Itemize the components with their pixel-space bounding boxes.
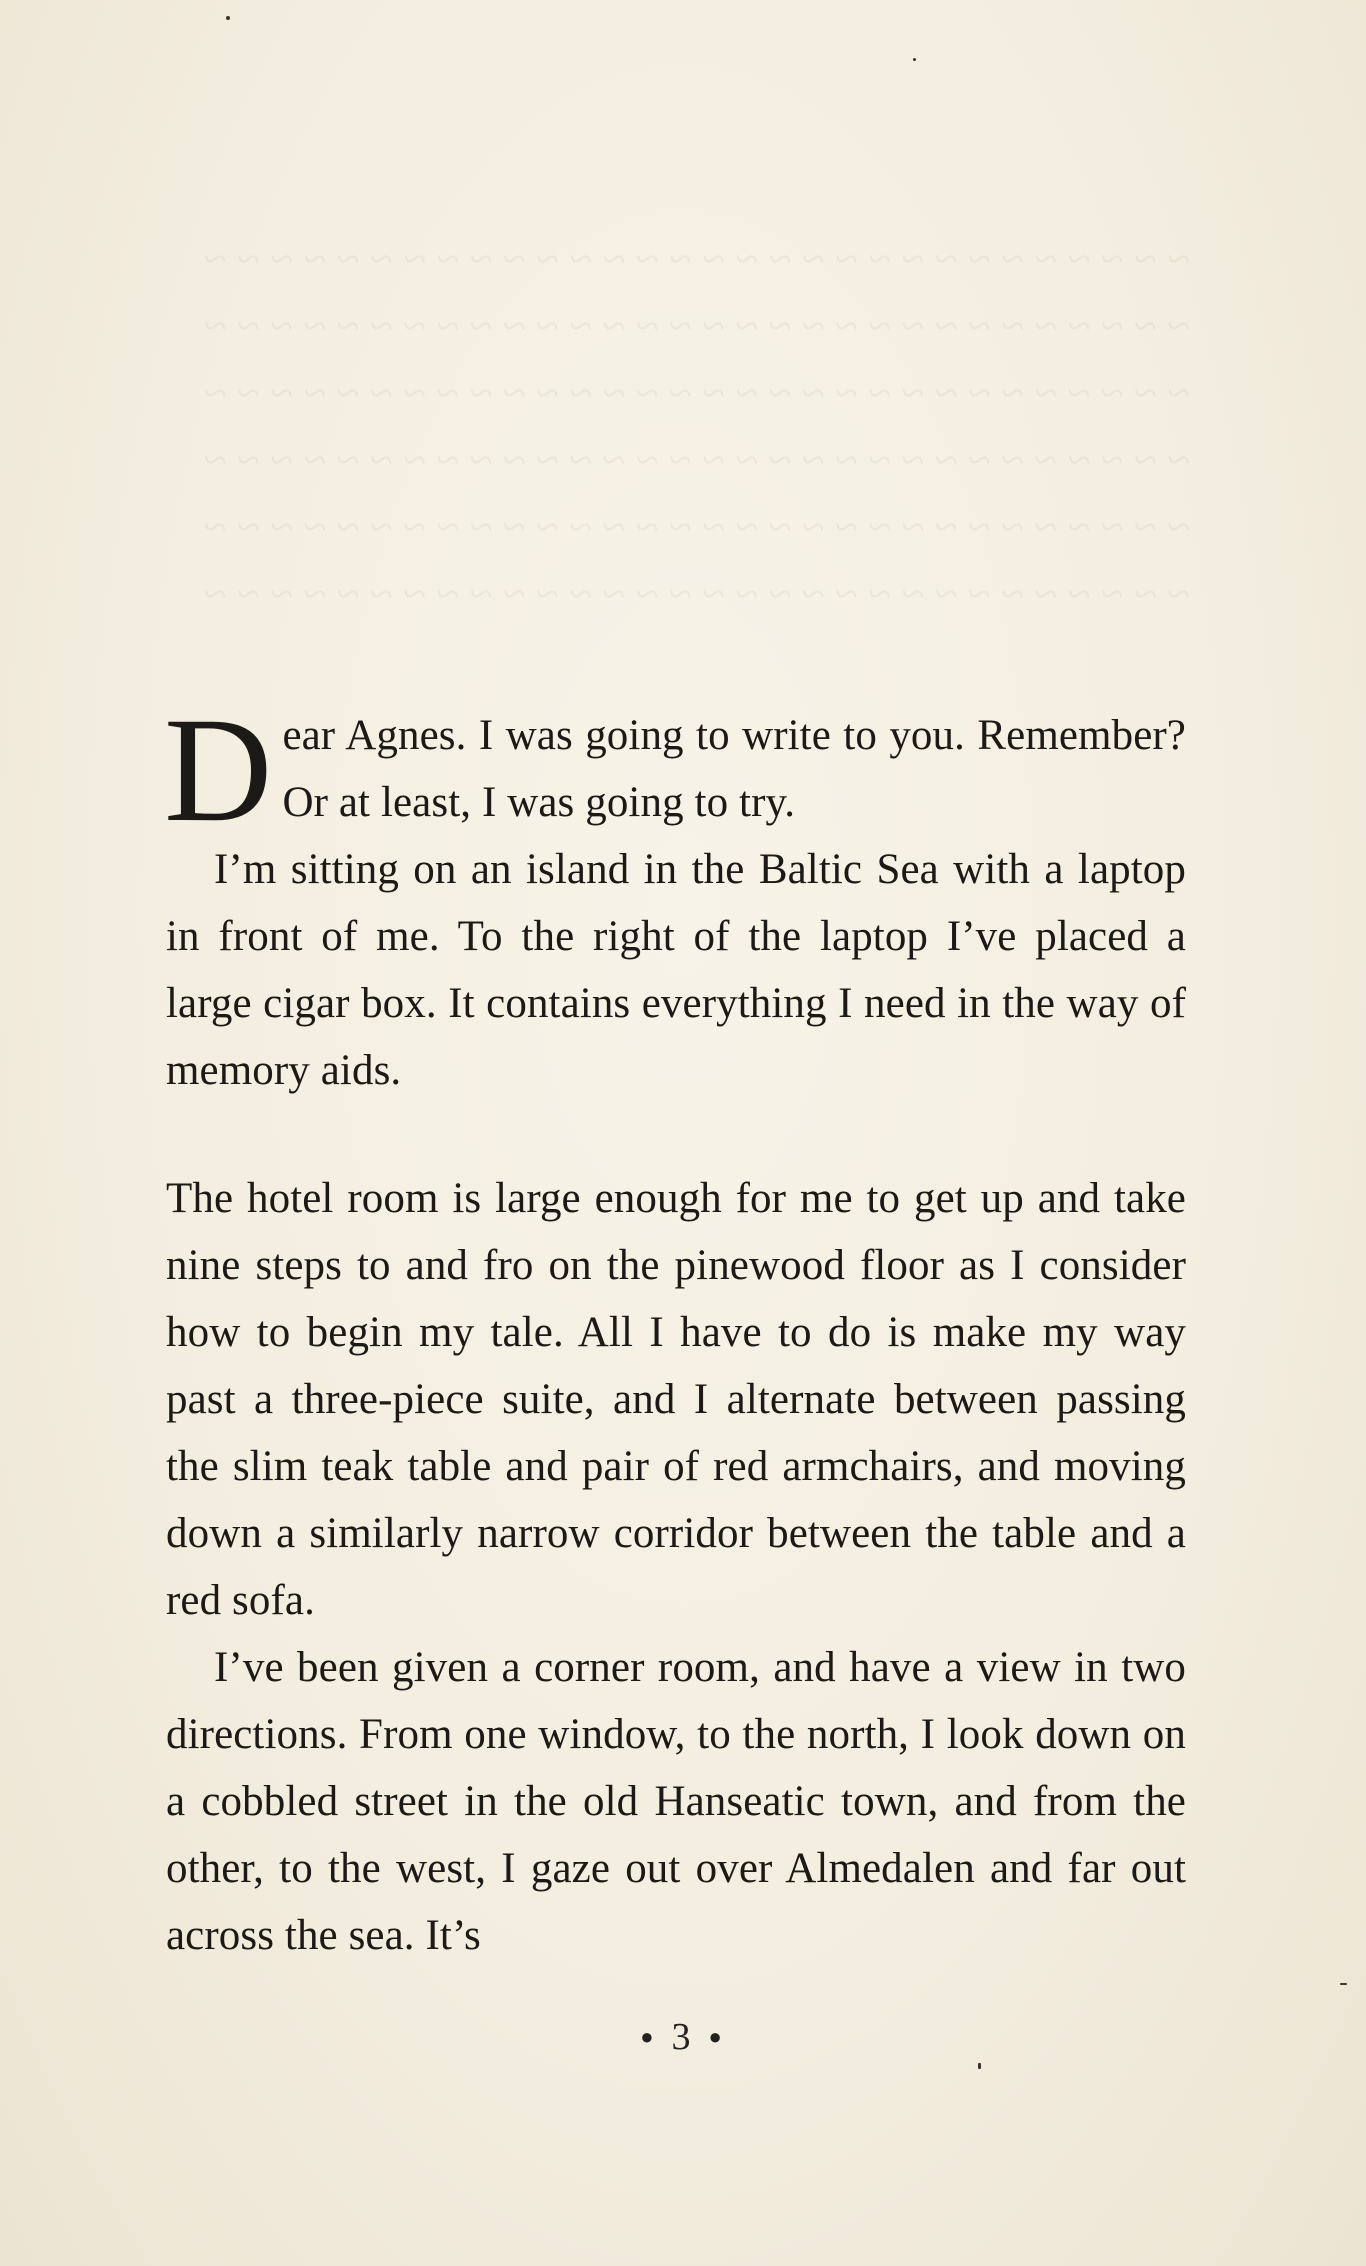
page-folio	[0, 2015, 1366, 2059]
paper-speck	[913, 58, 916, 61]
drop-cap: D	[164, 687, 273, 853]
body-paragraph: I’m sitting on an island in the Baltic Sea with a laptop in front of me. To the right of the laptop I’ve placed a large cigar box. It contains everything I need in the way of memory aids.	[166, 846, 1186, 1094]
opening-section	[164, 687, 1186, 1104]
folio-bullet-right-icon: ●	[708, 2024, 726, 2050]
second-section	[166, 1165, 1186, 1969]
bleed-through-texture: ~ ~ ~ ~ ~ ~ ~ ~ ~ ~ ~ ~ ~ ~ ~ ~ ~ ~ ~ ~ ~ ~ ~ ~ ~ ~ ~ ~ ~ ~ ~ ~ ~ ~ ~ ~ ~ ~ ~ ~ ~ ~ ~ ~ ~ ~ ~ ~ ~ ~ ~ ~ ~ ~ ~ ~ ~ ~ ~ ~ ~ ~ ~ ~ ~ ~ ~ ~ ~ ~ ~ ~ ~ ~ ~ ~ ~ ~ ~ ~ ~ ~ ~ ~ ~ ~ ~ ~ ~ ~ ~ ~ ~ ~ ~ ~ ~ ~ ~ ~ ~ ~ ~ ~ ~ ~ ~ ~ ~ ~ ~ ~ ~ ~ ~ ~ ~ ~ ~ ~ ~ ~ ~ ~ ~ ~ ~ ~ ~ ~ ~ ~ ~ ~ ~ ~ ~ ~ ~ ~ ~ ~ ~ ~ ~ ~ ~ ~ ~ ~ ~ ~ ~ ~ ~ ~ ~ ~ ~ ~ ~ ~ ~ ~ ~ ~ ~ ~ ~ ~ ~ ~ ~ ~ ~ ~ ~ ~ ~ ~	[203, 237, 1190, 618]
folio-bullet-left-icon: ●	[640, 2024, 658, 2050]
paper-speck	[978, 2063, 981, 2069]
body-paragraph: I’ve been given a corner room, and have a view in two directions. From one window, to the north, I look down on a cobbled street in the old Hanseatic town, and from the other, to the west, I gaze out over Almedalen and far out across the sea. It’s	[166, 1644, 1186, 1959]
paper-speck	[226, 16, 230, 20]
opening-paragraph	[164, 687, 1186, 853]
body-paragraph: The hotel room is large enough for me to get up and take nine steps to and fro on the pinewood floor as I consider how to begin my tale. All I have to do is make my way past a three-piece suite, and I alternate between passing the slim teak table and pair of red armchairs, and moving down a similarly narrow corridor between the table and a red sofa.	[166, 1175, 1186, 1624]
page-number: 3	[671, 2016, 695, 2058]
paper-speck	[1340, 1983, 1347, 1985]
opening-paragraph-text: ear Agnes. I was going to write to you. Remember? Or at least, I was going to try.	[282, 712, 1186, 826]
